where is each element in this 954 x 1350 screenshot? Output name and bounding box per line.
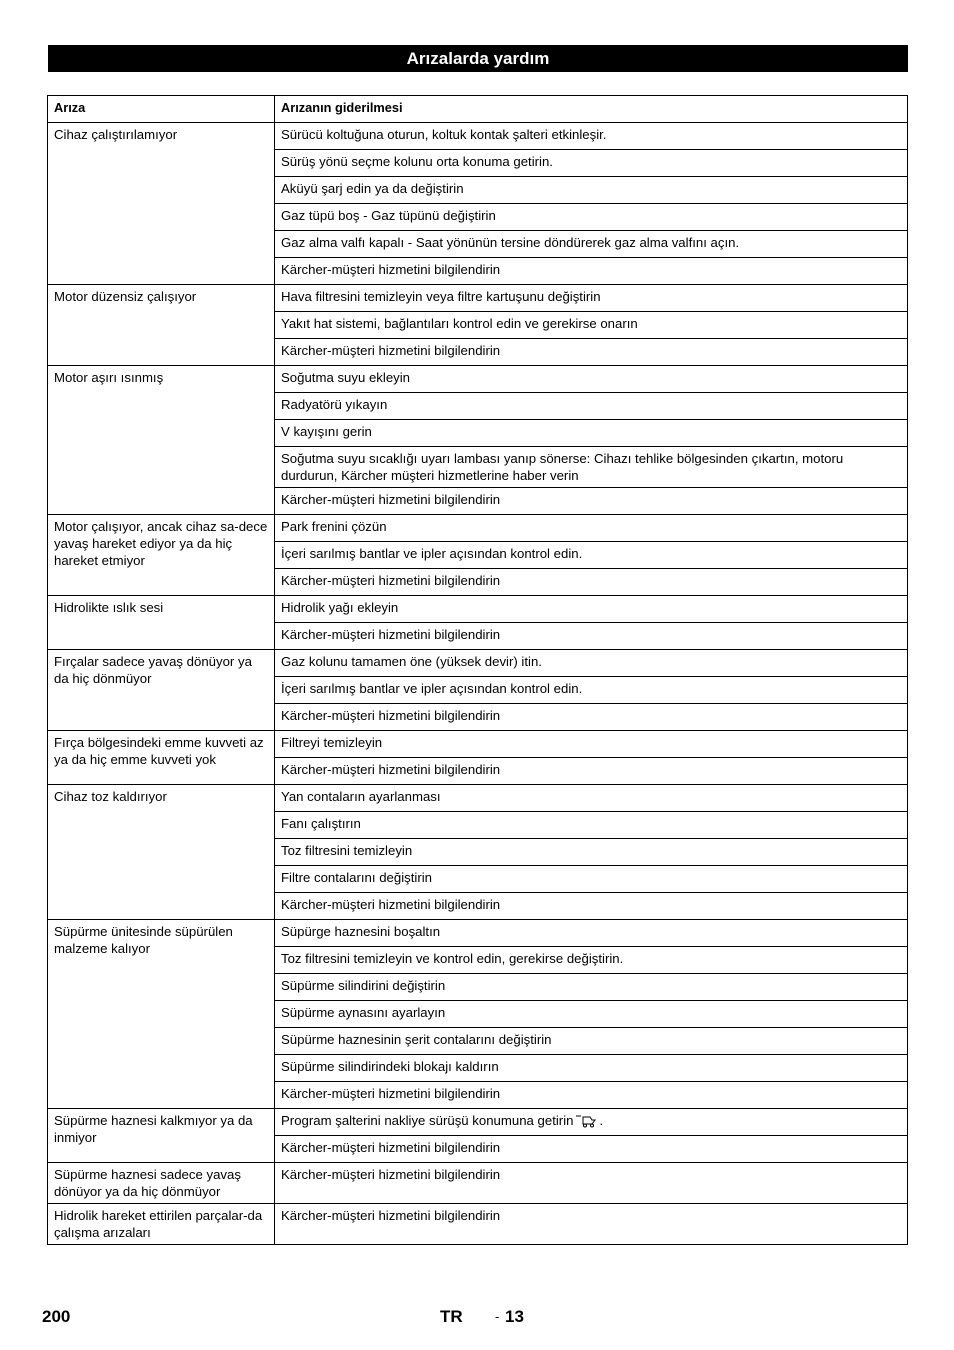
remedy-cell xyxy=(275,1136,908,1163)
table-row xyxy=(48,920,908,947)
remedy-text: Yakıt hat sistemi, bağlantıları kontrol edin ve gerekirse onarın xyxy=(281,316,638,331)
fault-cell: Hidrolikte ıslık sesi xyxy=(48,596,275,650)
fault-cell: Süpürme haznesi kalkmıyor ya da inmiyor xyxy=(48,1109,275,1163)
language-code: TR xyxy=(440,1307,463,1326)
remedy-cell xyxy=(275,1204,908,1245)
remedy-cell xyxy=(275,1163,908,1204)
remedy-text: Kärcher-müşteri hizmetini bilgilendirin xyxy=(281,343,501,358)
table-row xyxy=(48,596,908,623)
remedy-cell xyxy=(275,123,908,150)
remedy-cell xyxy=(275,920,908,947)
remedy-text: Hidrolik yağı ekleyin xyxy=(281,600,399,615)
remedy-cell xyxy=(275,812,908,839)
remedy-text: Fanı çalıştırın xyxy=(281,816,361,831)
remedy-text: Süpürge haznesini boşaltın xyxy=(281,924,441,939)
header-fault: Arıza xyxy=(48,96,275,123)
remedy-text: Kärcher-müşteri hizmetini bilgilendirin xyxy=(281,1167,501,1182)
remedy-text: Süpürme haznesinin şerit contalarını değiştirin xyxy=(281,1032,552,1047)
table-row xyxy=(48,650,908,677)
remedy-cell xyxy=(275,204,908,231)
remedy-cell xyxy=(275,758,908,785)
fault-cell: Fırçalar sadece yavaş dönüyor ya da hiç dönmüyor xyxy=(48,650,275,731)
fault-cell: Motor düzensiz çalışıyor xyxy=(48,285,275,366)
remedy-text-end: . xyxy=(599,1113,604,1128)
fault-cell: Hidrolik hareket ettirilen parçalar-da çalışma arızaları xyxy=(48,1204,275,1245)
remedy-cell xyxy=(275,623,908,650)
header-remedy: Arızanın giderilmesi xyxy=(275,96,908,123)
remedy-cell xyxy=(275,312,908,339)
fault-cell: Motor aşırı ısınmış xyxy=(48,366,275,515)
remedy-text: Gaz tüpü boş - Gaz tüpünü değiştirin xyxy=(281,208,496,223)
remedy-text: Kärcher-müşteri hizmetini bilgilendirin xyxy=(281,1208,501,1223)
remedy-text: Sürüş yönü seçme kolunu orta konuma getirin. xyxy=(281,154,553,169)
table-row xyxy=(48,515,908,542)
remedy-cell xyxy=(275,839,908,866)
remedy-text: İçeri sarılmış bantlar ve ipler açısından kontrol edin. xyxy=(281,681,583,696)
remedy-cell xyxy=(275,447,908,488)
remedy-text: İçeri sarılmış bantlar ve ipler açısından kontrol edin. xyxy=(281,546,583,561)
remedy-cell xyxy=(275,1082,908,1109)
remedy-text: Kärcher-müşteri hizmetini bilgilendirin xyxy=(281,492,501,507)
remedy-cell xyxy=(275,893,908,920)
remedy-text: Sürücü koltuğuna oturun, koltuk kontak şalteri etkinleşir. xyxy=(281,127,607,142)
remedy-text: Süpürme silindirindeki blokajı kaldırın xyxy=(281,1059,499,1074)
remedy-text: Kärcher-müşteri hizmetini bilgilendirin xyxy=(281,708,501,723)
section-page-number: 13 xyxy=(505,1307,524,1326)
fault-cell: Motor çalışıyor, ancak cihaz sa-dece yavaş hareket ediyor ya da hiç hareket etmiyor xyxy=(48,515,275,596)
remedy-text: Soğutma suyu ekleyin xyxy=(281,370,411,385)
remedy-text: Kärcher-müşteri hizmetini bilgilendirin xyxy=(281,262,501,277)
table-row xyxy=(48,123,908,150)
remedy-cell xyxy=(275,1109,908,1136)
remedy-cell xyxy=(275,731,908,758)
fault-cell: Süpürme ünitesinde süpürülen malzeme kalıyor xyxy=(48,920,275,1109)
remedy-cell xyxy=(275,569,908,596)
remedy-cell xyxy=(275,515,908,542)
fault-cell: Cihaz çalıştırılamıyor xyxy=(48,123,275,285)
remedy-cell xyxy=(275,1001,908,1028)
table-row xyxy=(48,1204,908,1245)
footer-dash: - xyxy=(495,1309,500,1324)
remedy-text: Toz filtresini temizleyin ve kontrol edin, gerekirse değiştirin. xyxy=(281,951,624,966)
remedy-text: Program şalterini nakliye sürüşü konumuna getirin xyxy=(281,1113,574,1128)
remedy-text: Kärcher-müşteri hizmetini bilgilendirin xyxy=(281,1140,501,1155)
remedy-cell xyxy=(275,542,908,569)
remedy-cell xyxy=(275,677,908,704)
remedy-cell xyxy=(275,488,908,515)
page-number: 200 xyxy=(42,1307,71,1326)
remedy-text: Filtre contalarını değiştirin xyxy=(281,870,432,885)
remedy-text: Park frenini çözün xyxy=(281,519,387,534)
remedy-text: Kärcher-müşteri hizmetini bilgilendirin xyxy=(281,897,501,912)
table-row xyxy=(48,1109,908,1136)
remedy-cell xyxy=(275,420,908,447)
remedy-cell xyxy=(275,704,908,731)
remedy-cell xyxy=(275,150,908,177)
remedy-text: V kayışını gerin xyxy=(281,424,372,439)
remedy-cell xyxy=(275,339,908,366)
table-row xyxy=(48,366,908,393)
table-row xyxy=(48,285,908,312)
remedy-text: Aküyü şarj edin ya da değiştirin xyxy=(281,181,464,196)
fault-cell: Fırça bölgesindeki emme kuvveti az ya da hiç emme kuvveti yok xyxy=(48,731,275,785)
table-header-row xyxy=(48,96,908,123)
remedy-cell xyxy=(275,947,908,974)
table-row xyxy=(48,1163,908,1204)
remedy-cell xyxy=(275,231,908,258)
remedy-cell xyxy=(275,785,908,812)
remedy-cell xyxy=(275,1055,908,1082)
remedy-cell xyxy=(275,650,908,677)
table-body xyxy=(48,123,908,1245)
troubleshooting-table xyxy=(47,95,908,1245)
remedy-cell xyxy=(275,393,908,420)
remedy-text: Süpürme aynasını ayarlayın xyxy=(281,1005,446,1020)
page-title: Arızalarda yardım xyxy=(48,45,908,72)
remedy-text: Soğutma suyu sıcaklığı uyarı lambası yanıp sönerse: Cihazı tehlike bölgesinden çıkartın, motoru durdurun, Kärcher müşteri hizmetlerine haber verin xyxy=(281,451,844,483)
remedy-cell xyxy=(275,866,908,893)
remedy-text: Filtreyi temizleyin xyxy=(281,735,383,750)
remedy-cell xyxy=(275,596,908,623)
remedy-text: Gaz kolunu tamamen öne (yüksek devir) itin. xyxy=(281,654,542,669)
remedy-cell xyxy=(275,974,908,1001)
remedy-cell xyxy=(275,258,908,285)
fault-cell: Cihaz toz kaldırıyor xyxy=(48,785,275,920)
remedy-text: Yan contaların ayarlanması xyxy=(281,789,441,804)
remedy-cell xyxy=(275,177,908,204)
remedy-text: Hava filtresini temizleyin veya filtre kartuşunu değiştirin xyxy=(281,289,601,304)
remedy-text: Kärcher-müşteri hizmetini bilgilendirin xyxy=(281,762,501,777)
table-row xyxy=(48,785,908,812)
remedy-text: Gaz alma valfı kapalı - Saat yönünün tersine döndürerek gaz alma valfını açın. xyxy=(281,235,740,250)
remedy-text: Süpürme silindirini değiştirin xyxy=(281,978,446,993)
remedy-text: Kärcher-müşteri hizmetini bilgilendirin xyxy=(281,573,501,588)
remedy-text: Radyatörü yıkayın xyxy=(281,397,388,412)
remedy-text: Toz filtresini temizleyin xyxy=(281,843,413,858)
remedy-cell xyxy=(275,1028,908,1055)
fault-cell: Süpürme haznesi sadece yavaş dönüyor ya da hiç dönmüyor xyxy=(48,1163,275,1204)
remedy-text: Kärcher-müşteri hizmetini bilgilendirin xyxy=(281,627,501,642)
table-row xyxy=(48,731,908,758)
transport-drive-icon xyxy=(575,1113,599,1132)
remedy-cell xyxy=(275,366,908,393)
remedy-cell xyxy=(275,285,908,312)
remedy-text: Kärcher-müşteri hizmetini bilgilendirin xyxy=(281,1086,501,1101)
